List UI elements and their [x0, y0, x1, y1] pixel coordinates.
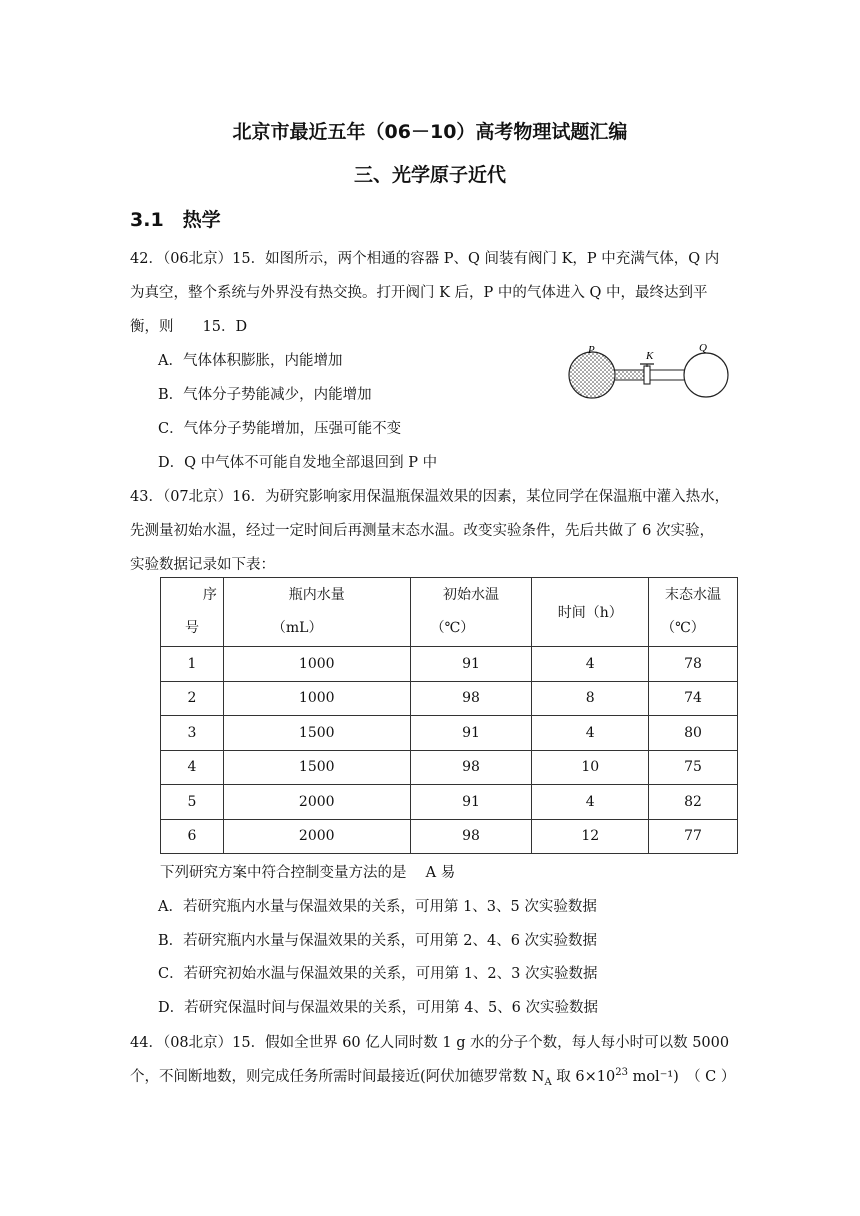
table-cell: 4	[532, 716, 649, 751]
table-cell: 12	[532, 819, 649, 854]
table-cell: 98	[410, 819, 532, 854]
connecting-tube-filled	[614, 370, 646, 380]
table-cell: 75	[649, 750, 738, 785]
table-cell: 2000	[223, 819, 410, 854]
table-cell: 74	[649, 681, 738, 716]
header-final-temp	[649, 578, 738, 647]
container-p	[569, 352, 615, 398]
q44-line-2-end: mol⁻¹) （ C ）	[627, 1069, 736, 1085]
q43-option-c: C．若研究初始水温与保温效果的关系，可用第 1、2、3 次实验数据	[158, 966, 598, 982]
table-cell: 2	[161, 681, 224, 716]
header-initial-temp-l1: 初始水温	[442, 587, 499, 603]
table-cell: 6	[161, 819, 224, 854]
q43-prompt: 下列研究方案中符合控制变量方法的是 A 易	[160, 865, 456, 881]
table-cell: 98	[410, 681, 532, 716]
section-heading: 3.1 热学	[130, 209, 221, 231]
q42-option-d: D．Q 中气体不可能自发地全部退回到 P 中	[158, 455, 438, 471]
chapter-title: 三、光学原子近代	[353, 164, 506, 186]
table-cell: 77	[649, 819, 738, 854]
table-row	[161, 716, 738, 751]
experiment-table	[160, 577, 738, 854]
q43-option-b: B．若研究瓶内水量与保温效果的关系，可用第 2、4、6 次实验数据	[158, 933, 598, 949]
label-p: P	[588, 344, 595, 356]
table-cell: 91	[410, 716, 532, 751]
q44-line-2	[130, 1065, 735, 1088]
table-cell: 1500	[223, 716, 410, 751]
table-cell: 1000	[223, 681, 410, 716]
q42-line-1: 42．（06北京）15．如图所示，两个相通的容器 P、Q 间装有阀门 K，P 中充满气体，Q 内	[130, 251, 720, 267]
table-header-row	[161, 578, 738, 647]
table-cell: 5	[161, 785, 224, 820]
table-cell: 82	[649, 785, 738, 820]
exponent: 23	[615, 1067, 628, 1079]
container-diagram	[566, 343, 736, 403]
table-row	[161, 819, 738, 854]
header-time	[532, 578, 649, 647]
table-cell: 98	[410, 750, 532, 785]
header-water-volume-l1: 瓶内水量	[288, 587, 345, 603]
table-cell: 78	[649, 647, 738, 682]
table-cell: 10	[532, 750, 649, 785]
q43-line-1: 43．（07北京）16．为研究影响家用保温瓶保温效果的因素，某位同学在保温瓶中灌入热水，	[130, 489, 730, 505]
header-index-l2: 号	[185, 620, 199, 636]
header-time-l1: 时间（h）	[557, 605, 623, 621]
table-cell: 1500	[223, 750, 410, 785]
q42-option-b: B．气体分子势能减少，内能增加	[158, 387, 372, 403]
document-title: 北京市最近五年（06－10）高考物理试题汇编	[232, 121, 628, 143]
q42-option-a: A．气体体积膨胀，内能增加	[158, 353, 343, 369]
header-initial-temp	[410, 578, 532, 647]
q42-line-3: 衡，则 15．D	[130, 319, 248, 335]
avogadro-subscript: A	[544, 1076, 552, 1088]
q42-line-2: 为真空，整个系统与外界没有热交换。打开阀门 K 后，P 中的气体进入 Q 中，最终达到平	[130, 285, 708, 301]
label-k: K	[646, 350, 654, 362]
header-water-volume	[223, 578, 410, 647]
header-water-volume-l2: （mL）	[271, 620, 323, 636]
header-index-l1: 序	[202, 587, 217, 603]
table-cell: 3	[161, 716, 224, 751]
q43-line-3: 实验数据记录如下表：	[130, 557, 275, 573]
table-cell: 8	[532, 681, 649, 716]
q43-option-a: A．若研究瓶内水量与保温效果的关系，可用第 1、3、5 次实验数据	[158, 899, 597, 915]
table-row	[161, 785, 738, 820]
container-q	[684, 353, 728, 397]
table-cell: 4	[532, 785, 649, 820]
table-cell: 91	[410, 647, 532, 682]
label-q: Q	[699, 343, 707, 354]
q43-option-d: D．若研究保温时间与保温效果的关系，可用第 4、5、6 次实验数据	[158, 1000, 599, 1016]
q43-line-2: 先测量初始水温，经过一定时间后再测量末态水温。改变实验条件，先后共做了 6 次实验，	[130, 523, 714, 539]
table-cell: 1000	[223, 647, 410, 682]
q44-line-2-text: 个，不间断地数，则完成任务所需时间最接近(阿伏加德罗常数 N	[130, 1069, 545, 1085]
header-final-temp-l1: 末态水温	[665, 587, 722, 603]
table-cell: 80	[649, 716, 738, 751]
table-row	[161, 750, 738, 785]
header-index	[161, 578, 224, 647]
table-cell: 1	[161, 647, 224, 682]
header-final-temp-l2: （℃）	[661, 620, 705, 636]
table-row	[161, 647, 738, 682]
table-cell: 4	[161, 750, 224, 785]
q44-line-1: 44．（08北京）15．假如全世界 60 亿人同时数 1 g 水的分子个数，每人每小时可以数 5000	[130, 1035, 730, 1051]
table-cell: 91	[410, 785, 532, 820]
table-row	[161, 681, 738, 716]
q42-option-c: C．气体分子势能增加，压强可能不变	[158, 421, 402, 437]
header-initial-temp-l2: （℃）	[430, 620, 475, 636]
valve-k	[644, 366, 650, 384]
table-cell: 2000	[223, 785, 410, 820]
q44-line-2-mid: 取 6×10	[551, 1069, 616, 1085]
table-cell: 4	[532, 647, 649, 682]
